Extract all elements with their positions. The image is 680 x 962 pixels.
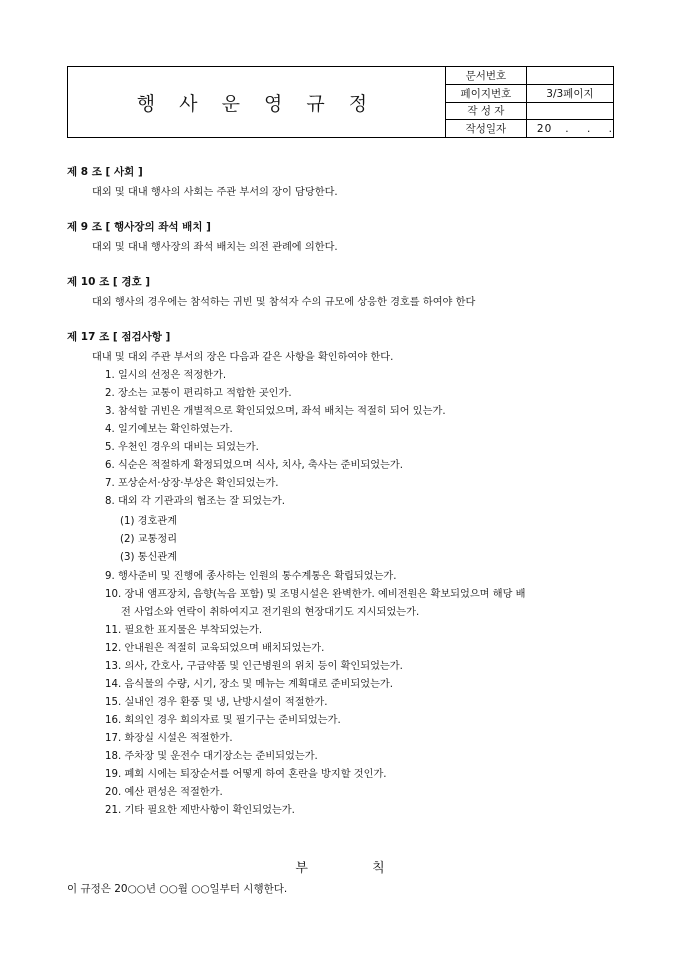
- article-text: 대내 및 대외 주관 부서의 장은 다음과 같은 사항을 확인하여야 한다.: [92, 352, 394, 363]
- checklist-item: 15. 실내인 경우 환풍 및 냉, 난방시설이 적절한가.: [105, 697, 328, 708]
- meta-label: 문서번호: [446, 67, 527, 84]
- meta-label: 작성일자: [446, 120, 527, 137]
- checklist-item: 19. 폐회 시에는 퇴장순서를 어떻게 하여 혼란을 방지할 것인가.: [105, 769, 387, 780]
- checklist-item: 5. 우천인 경우의 대비는 되었는가.: [105, 442, 259, 453]
- article-title: 제 17 조 [ 점검사항 ]: [67, 331, 171, 343]
- meta-value: [527, 103, 613, 120]
- document-header: [67, 66, 614, 138]
- meta-row-date: [446, 120, 613, 137]
- article-title: 제 10 조 [ 경호 ]: [67, 276, 151, 288]
- checklist-item: 14. 음식물의 수량, 시기, 장소 및 메뉴는 계획대로 준비되었는가.: [105, 679, 394, 690]
- meta-row-doc-number: [446, 67, 613, 85]
- checklist-item: 17. 화장실 시설은 적절한가.: [105, 733, 233, 744]
- meta-label: 작 성 자: [446, 103, 527, 120]
- checklist-item: 18. 주차장 및 운전수 대기장소는 준비되었는가.: [105, 751, 318, 762]
- meta-label: 페이지번호: [446, 85, 527, 102]
- checklist-item: 16. 회의인 경우 회의자료 및 필기구는 준비되었는가.: [105, 715, 341, 726]
- document-title: 행 사 운 영 규 정: [68, 67, 446, 137]
- checklist-item: 7. 포상순서·상장·부상은 확인되었는가.: [105, 478, 279, 489]
- article-title: 제 8 조 [ 사회 ]: [67, 166, 143, 178]
- checklist-item-continuation: 전 사업소와 연락이 취하여지고 전기원의 현장대기도 지시되었는가.: [121, 607, 420, 618]
- checklist-item: 11. 필요한 표지물은 부착되었는가.: [105, 625, 263, 636]
- checklist-item: 8. 대외 각 기관과의 협조는 잘 되었는가.: [105, 496, 286, 507]
- checklist-item: 3. 참석할 귀빈은 개별적으로 확인되었으며, 좌석 배치는 적절히 되어 있는가.: [105, 406, 446, 417]
- checklist-subitem: (3) 통신관계: [120, 552, 178, 563]
- appendix-title: 부 칙: [295, 861, 415, 876]
- checklist-subitem: (2) 교통정리: [120, 534, 178, 545]
- article-title: 제 9 조 [ 행사장의 좌석 배치 ]: [67, 221, 211, 233]
- article-text: 대외 및 대내 행사장의 좌석 배치는 의전 관례에 의한다.: [92, 242, 338, 253]
- meta-value: 3/3페이지: [546, 87, 594, 100]
- checklist-item: 20. 예산 편성은 적절한가.: [105, 787, 223, 798]
- checklist-item: 13. 의사, 간호사, 구급약품 및 인근병원의 위치 등이 확인되었는가.: [105, 661, 403, 672]
- meta-value: 20 . . .: [536, 122, 613, 135]
- checklist-item: 2. 장소는 교통이 편리하고 적합한 곳인가.: [105, 388, 292, 399]
- meta-row-page-number: [446, 85, 613, 103]
- article-text: 대외 및 대내 행사의 사회는 주관 부서의 장이 담당한다.: [92, 187, 338, 198]
- appendix-text: 이 규정은 20○○년 ○○월 ○○일부터 시행한다.: [67, 883, 288, 895]
- checklist-item: 6. 식순은 적절하게 확정되었으며 식사, 치사, 축사는 준비되었는가.: [105, 460, 403, 471]
- checklist-item: 4. 일기예보는 확인하였는가.: [105, 424, 233, 435]
- checklist-item: 12. 안내원은 적절히 교육되었으며 배치되었는가.: [105, 643, 325, 654]
- checklist-item: 1. 일시의 선정은 적정한가.: [105, 370, 227, 381]
- checklist-item: 10. 장내 앰프장치, 음향(녹음 포함) 및 조명시설은 완벽한가. 예비전원은 확보되었으며 해당 배: [105, 589, 526, 600]
- article-text: 대외 행사의 경우에는 참석하는 귀빈 및 참석자 수의 규모에 상응한 경호를 하여야 한다: [92, 297, 476, 308]
- meta-value: [527, 67, 613, 84]
- header-meta-table: [446, 67, 613, 137]
- checklist-item: 21. 기타 필요한 제반사항이 확인되었는가.: [105, 805, 295, 816]
- checklist-subitem: (1) 경호관계: [120, 516, 178, 527]
- meta-row-author: [446, 103, 613, 121]
- checklist-item: 9. 행사준비 및 진행에 종사하는 인원의 통수계통은 확립되었는가.: [105, 571, 397, 582]
